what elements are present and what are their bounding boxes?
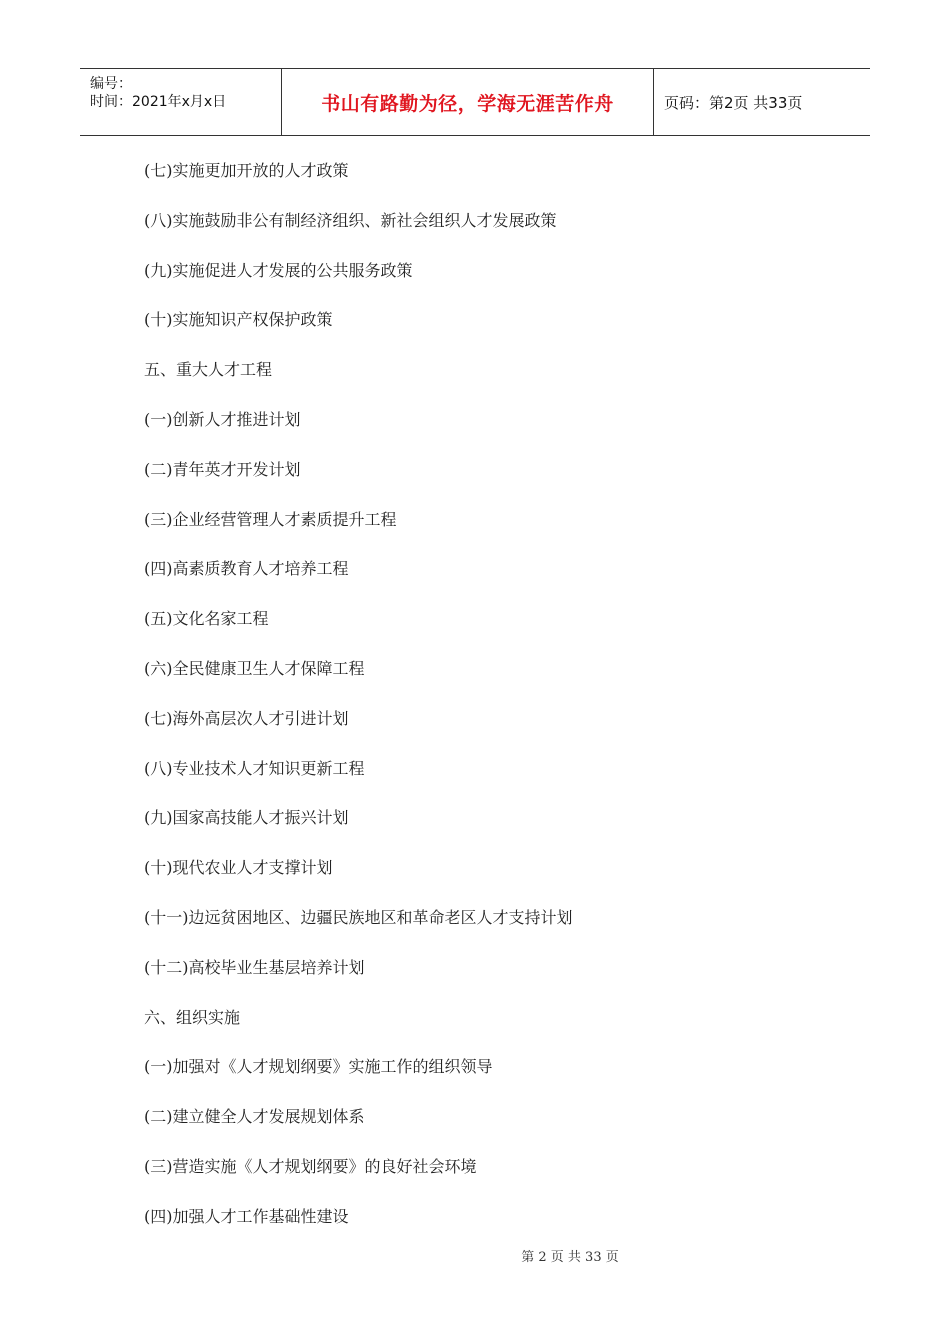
list-item: (九)实施促进人才发展的公共服务政策 — [144, 260, 413, 280]
document-body — [144, 159, 844, 1255]
list-item: (三)企业经营管理人才素质提升工程 — [144, 509, 397, 529]
list-item: (四)加强人才工作基础性建设 — [144, 1206, 349, 1226]
section-heading: 五、重大人才工程 — [144, 360, 273, 380]
list-item: (二)建立健全人才发展规划体系 — [144, 1107, 365, 1127]
header-motto: 书山有路勤为径，学海无涯苦作舟 — [282, 69, 654, 135]
header-meta-cell — [80, 69, 282, 135]
list-item: (十一)边远贫困地区、边疆民族地区和革命老区人才支持计划 — [144, 907, 573, 927]
list-item: (九)国家高技能人才振兴计划 — [144, 808, 349, 828]
list-item: (三)营造实施《人才规划纲要》的良好社会环境 — [144, 1156, 477, 1176]
list-item: (七)海外高层次人才引进计划 — [144, 708, 349, 728]
page-footer: 第 2 页 共 33 页 — [521, 1250, 619, 1265]
document-time-label: 时间：2021年x月x日 — [90, 94, 227, 110]
list-item: (六)全民健康卫生人才保障工程 — [144, 658, 365, 678]
list-item: (一)创新人才推进计划 — [144, 409, 301, 429]
list-item: (五)文化名家工程 — [144, 609, 269, 629]
document-number-label: 编号： — [90, 76, 132, 92]
list-item: (十)现代农业人才支撑计划 — [144, 858, 333, 878]
list-item: (十)实施知识产权保护政策 — [144, 310, 333, 330]
list-item: (一)加强对《人才规划纲要》实施工作的组织领导 — [144, 1057, 493, 1077]
list-item: (七)实施更加开放的人才政策 — [144, 161, 349, 180]
list-item: (八)实施鼓励非公有制经济组织、新社会组织人才发展政策 — [144, 210, 557, 230]
section-heading: 六、组织实施 — [144, 1007, 241, 1027]
header-page-info: 页码：第2页 共33页 — [664, 93, 803, 112]
list-item: (十二)高校毕业生基层培养计划 — [144, 957, 365, 977]
list-item: (八)专业技术人才知识更新工程 — [144, 758, 365, 778]
page-header — [80, 68, 870, 136]
list-item: (四)高素质教育人才培养工程 — [144, 559, 349, 579]
list-item: (二)青年英才开发计划 — [144, 459, 301, 479]
